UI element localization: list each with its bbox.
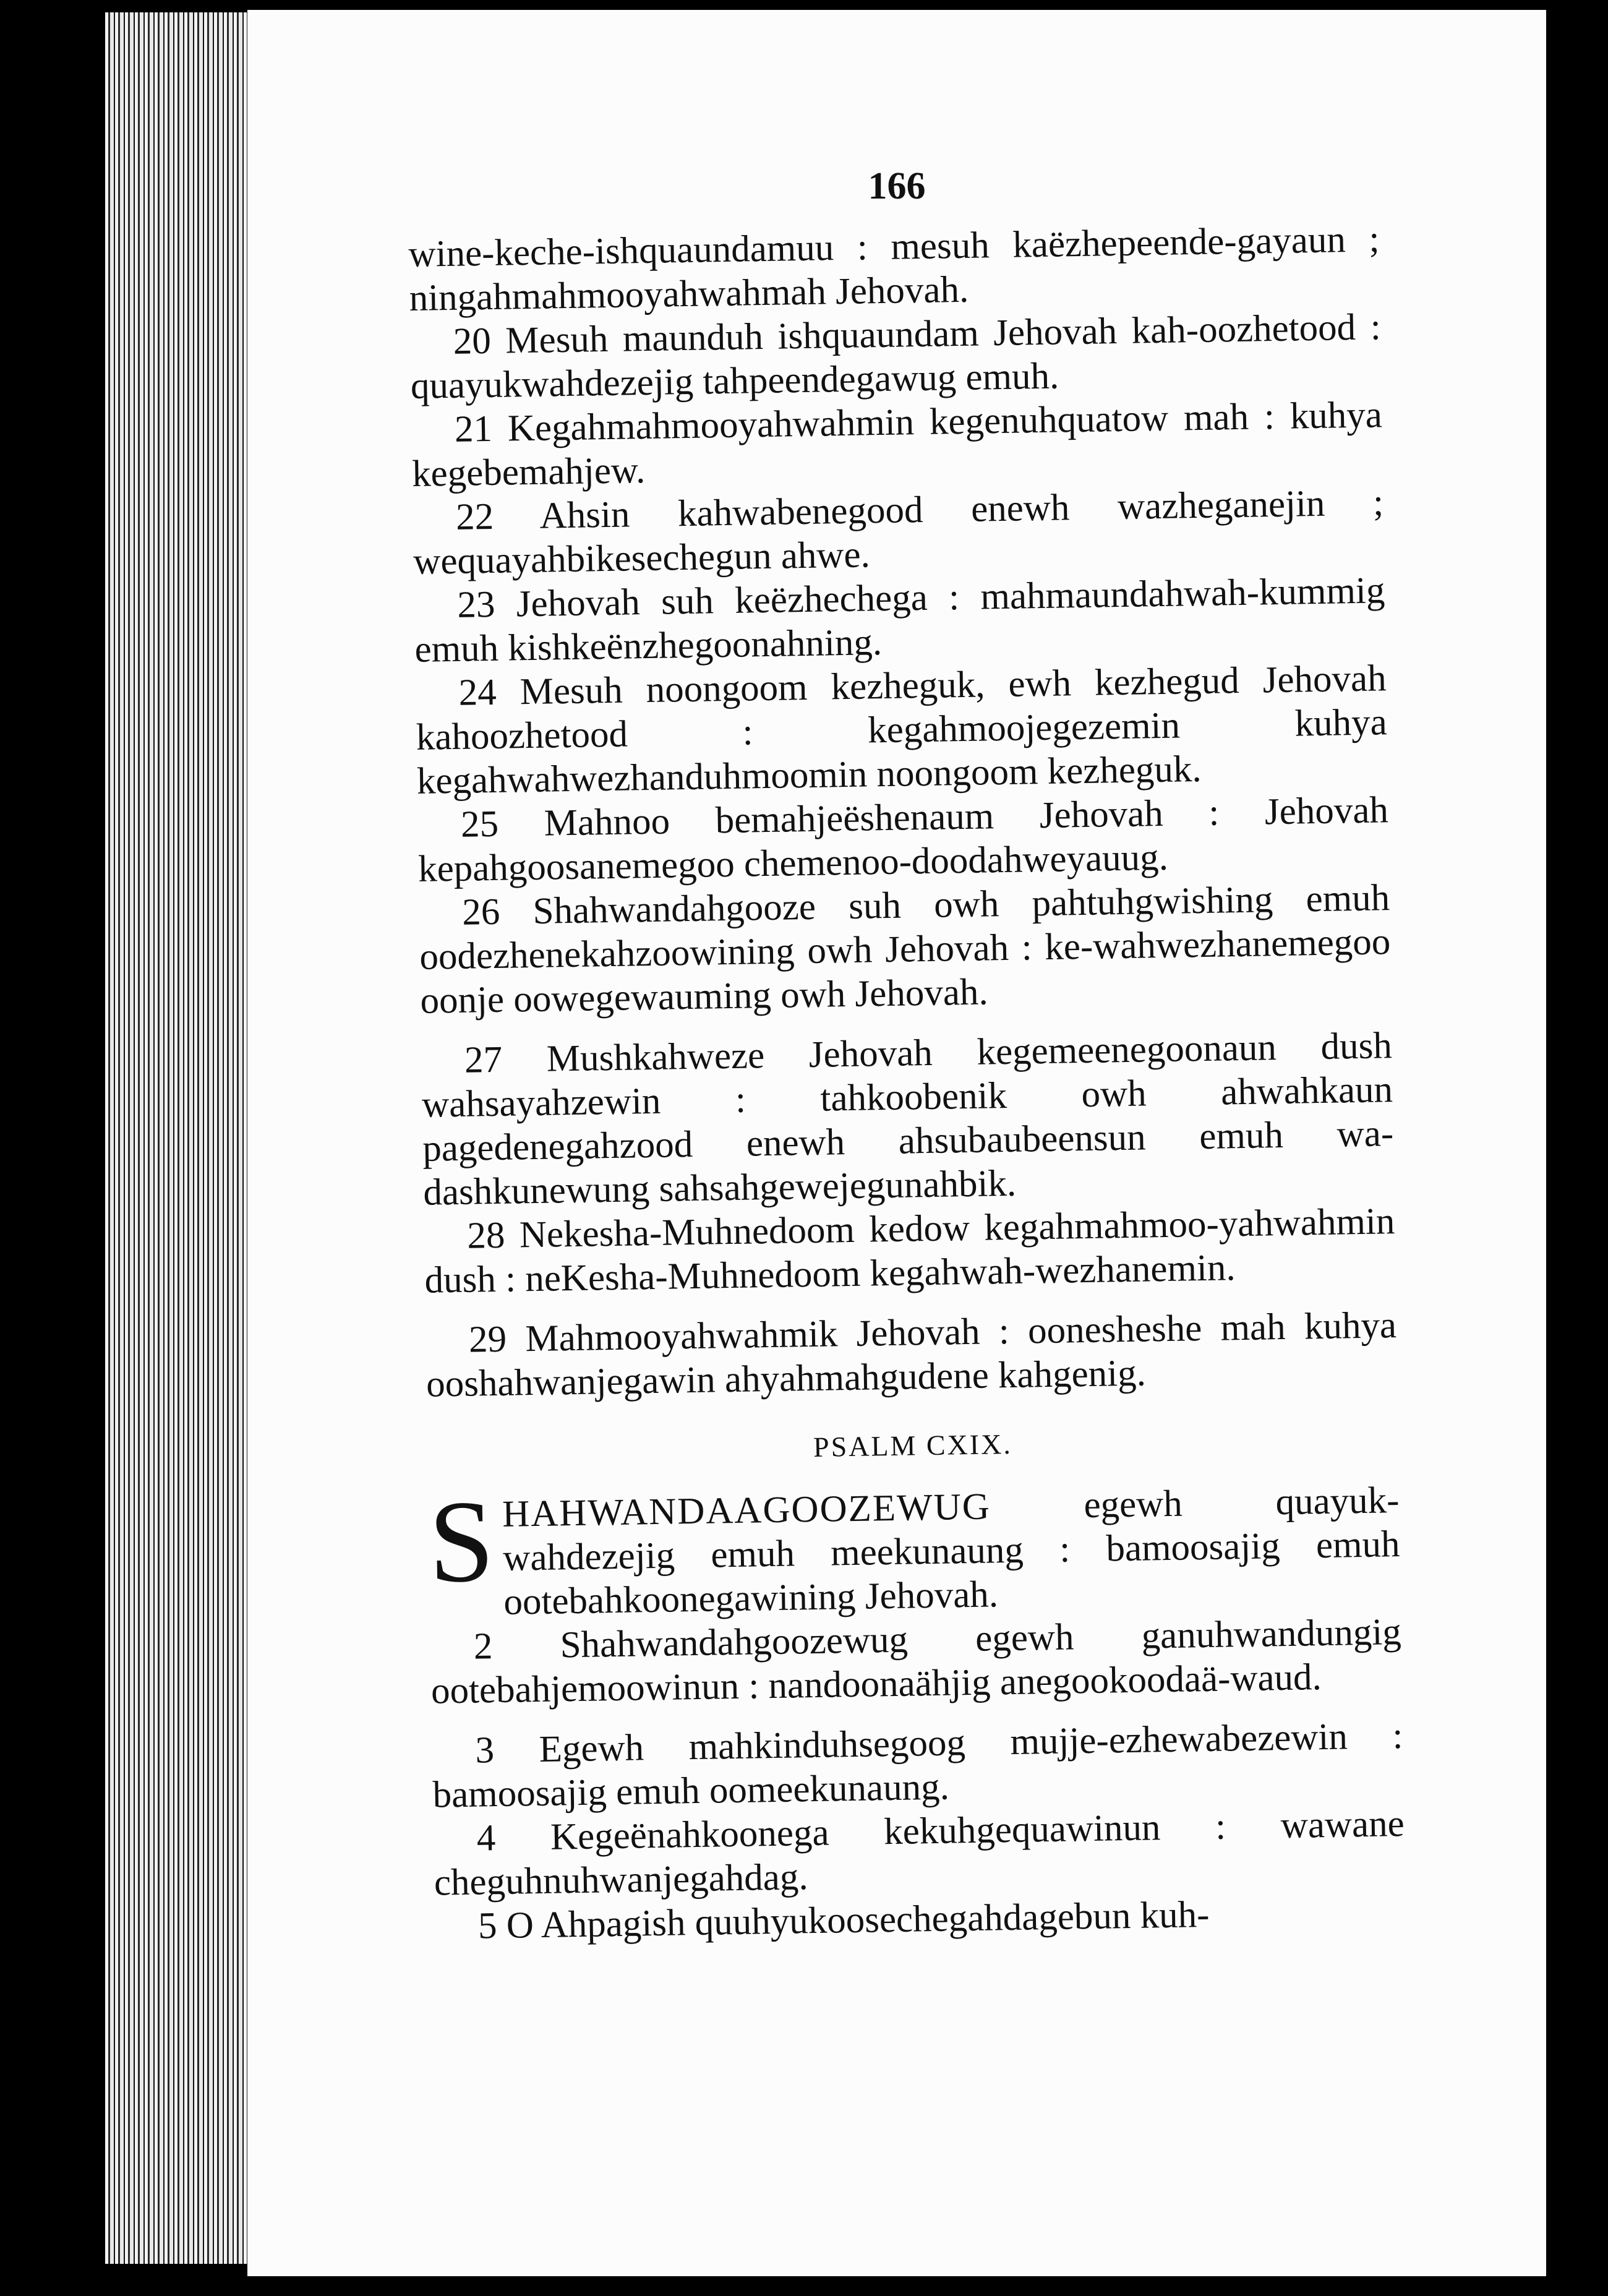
verse-number: 22	[455, 495, 494, 538]
verse-number: 29	[468, 1318, 507, 1361]
opening-word: HAHWANDAAGOOZEWUG	[502, 1486, 991, 1535]
verse	[424, 1199, 1396, 1303]
verse-number: 4	[476, 1817, 496, 1859]
verse-number: 27	[464, 1039, 503, 1081]
verse	[430, 1610, 1402, 1713]
verse-text: Shahwandahgoozewug egewh ganuhwandungig ootebahjemoowinun : nandoonaähjig anegookoodaä-waud.	[430, 1611, 1402, 1712]
page-text	[408, 217, 1406, 1948]
verse-text: Mesuh maunduh ishquaundam Jehovah kah-oozhetood : quayukwahdezejig tahpeendegawug emuh.	[410, 306, 1382, 407]
verse	[419, 876, 1392, 1023]
verse-number: 3	[475, 1729, 495, 1771]
verse-text: Kegeënahkoonega kekuhgequawinun : wawane cheguhnuhwanjegahdag.	[434, 1803, 1405, 1904]
opening-text: egewh quayuk-wahdezejig emuh meekunaung : bamoosajig emuh ootebahkoonegawining Jehovah.	[502, 1480, 1401, 1623]
book-page-edges	[105, 12, 266, 2264]
psalm-heading: PSALM CXIX.	[813, 1428, 1013, 1463]
verse-text: Mesuh noongoom kezheguk, ewh kezhegud Jehovah kahoozhetood : kegahmoojegezemin kuhya kegahwahwezhanduhmoomin noongoom kezheguk.	[416, 658, 1388, 802]
verse-number: 23	[456, 583, 495, 626]
book-page	[247, 10, 1546, 2276]
verse-number: 24	[458, 671, 497, 714]
verse	[432, 1714, 1404, 1817]
continuation-paragraph: wine-keche-ishquaundamuu : mesuh kaëzhepeende-gayaun ; ningahmahmooyahwahmah Jehovah.	[408, 218, 1380, 319]
drop-cap: S	[427, 1476, 495, 1608]
verse-text: Shahwandahgooze suh owh pahtuhgwishing emuh oodezhenekahzoowining owh Jehovah : ke-wahwezhanemegoo oonje oowegewauming owh Jehovah.	[419, 877, 1391, 1022]
psalm-118-verses	[409, 305, 1397, 1406]
verse-text: Jehovah suh keëzhechega : mahmaundahwah-kummig emuh kishkeënzhegoonahning.	[414, 570, 1385, 670]
verse-number: 21	[454, 408, 493, 450]
psalm-119-verses	[430, 1610, 1406, 1949]
verse-number: 2	[473, 1626, 493, 1668]
verse-text: Mahnoo bemahjeëshenaum Jehovah : Jehovah kepahgoosanemegoo chemenoo-doodahweyauug.	[417, 789, 1389, 890]
verse	[413, 481, 1385, 584]
verse-text: Mahmooyahwahmik Jehovah : oonesheshe mah kuhya ooshahwanjegawin ahyahmahgudene kahgenig.	[426, 1304, 1397, 1405]
verse	[411, 393, 1383, 496]
verse	[415, 656, 1388, 803]
verse-text: Mushkahweze Jehovah kegemeenegoonaun dush wahsayahzewin : tahkoobenik owh ahwahkaun pagedenegahzood enewh ahsubaubeensun emuh wa-dashkunewung sahsahgewejegunahbik.	[421, 1025, 1394, 1214]
verse-number: 20	[453, 320, 492, 362]
verse-text: O Ahpagish quuhyukoosechegahdagebun kuh-	[506, 1893, 1210, 1947]
psalm-119-opening	[428, 1478, 1401, 1626]
verse-text: Kegahmahmooyahwahmin kegenuhquatow mah : kuhya kegebemahjew.	[411, 394, 1383, 495]
verse-text: Nekesha-Muhnedoom kedow kegahmahmoo-yahwahmin dush : neKesha-Muhnedoom kegahwah-wezhanemin.	[424, 1201, 1395, 1301]
verse	[417, 788, 1389, 891]
verse-number: 26	[461, 891, 500, 933]
verse-text: Egewh mahkinduhsegoog mujje-ezhewabezewin : bamoosajig emuh oomeekunaung.	[432, 1715, 1403, 1816]
verse-number: 25	[460, 803, 499, 846]
verse	[426, 1303, 1398, 1407]
verse-text: Ahsin kahwabenegood enewh wazheganejin ; wequayahbikesechegun ahwe.	[413, 482, 1384, 583]
verse-number: 28	[466, 1214, 506, 1257]
page-number: 166	[868, 165, 926, 207]
verse-number: 5	[477, 1905, 498, 1947]
verse	[433, 1802, 1405, 1905]
verse	[421, 1024, 1394, 1215]
verse	[409, 305, 1382, 408]
verse	[414, 568, 1386, 672]
